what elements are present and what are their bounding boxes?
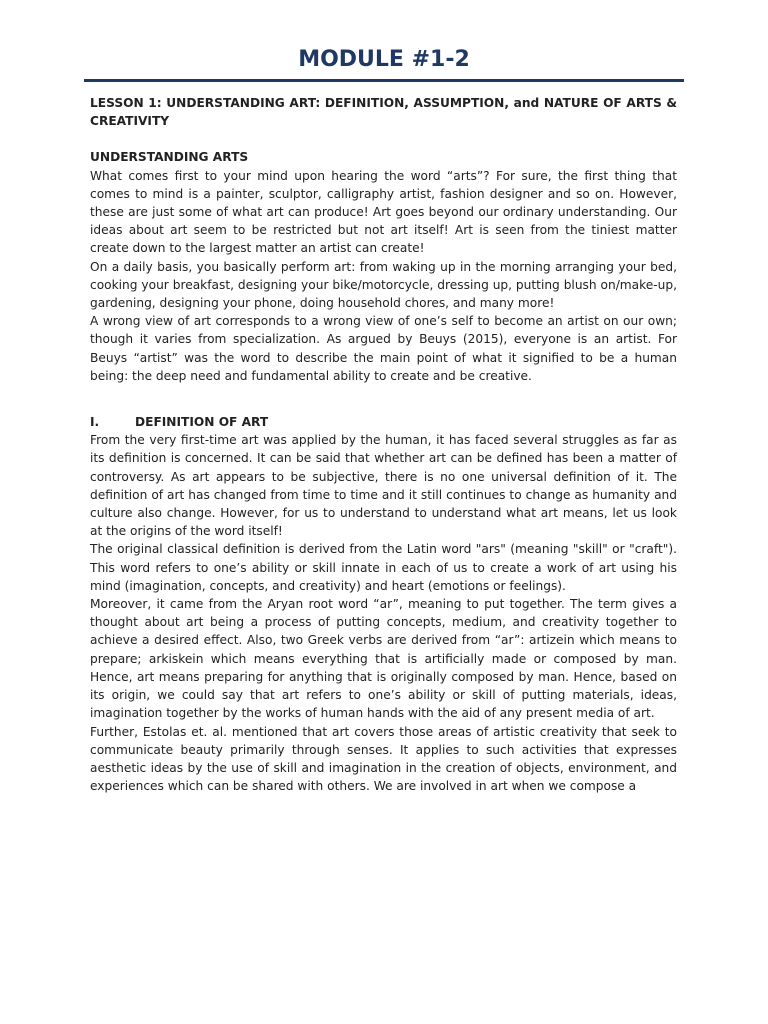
section-number: I. (90, 415, 100, 430)
paragraph: Further, Estolas et. al. mentioned that art covers those areas of artistic creativity that seek to communicate beauty primarily through senses. It applies to such activities that expresses aesthetic ideas by the use of skill and imagination in the creation of objects, environment, and experiences which can be shared with others. We are involved in art when we compose a (90, 724, 677, 794)
paragraph: The original classical definition is derived from the Latin word "ars" (meaning "skill" or "craft"). This word refers to one’s ability or skill innate in each of us to create a work of art using his mind (imagination, concepts, and creativity) and heart (emotions or feelings). (90, 542, 677, 593)
paragraph: From the very first-time art was applied by the human, it has faced several struggles as far as its definition is concerned. It can be said that whether art can be defined has been a matter of controversy. As art appears to be subjective, there is no one universal definition of it. The definition of art has changed from time to time and it still continues to change as humanity and culture also change. However, for us to understand to understand what art means, let us look at the origins of the word itself! (90, 433, 677, 539)
paragraph: What comes first to your mind upon hearing the word “arts”? For sure, the first thing that comes to mind is a painter, sculptor, calligraphy artist, fashion designer and so on. However, these are just some of what art can produce! Art goes beyond our ordinary understanding. Our ideas about art seem to be restricted but not art itself! Art is seen from the tiniest matter create down to the largest matter an artist can create! (90, 168, 677, 256)
paragraph: On a daily basis, you basically perform art: from waking up in the morning arranging your bed, cooking your breakfast, designing your bike/motorcycle, dressing up, putting blush on/make-up, gardening, designing your phone, doing household chores, and many more! (90, 259, 677, 311)
paragraph: Moreover, it came from the Aryan root word “ar”, meaning to put together. The term gives a thought about art being a process of putting concepts, medium, and creativity together to achieve a desired effect. Also, two Greek verbs are derived from “ar”: artizein which means to prepare; arkiskein which means everything that is artificially made or composed by man. Hence, art means preparing for anything that is originally composed by man. Hence, based on its origin, we could say that art refers to one’s ability or skill of putting materials, ideas, imagination together by the works of human hands with the aid of any present media of art. (90, 597, 677, 721)
lesson-heading: LESSON 1: UNDERSTANDING ART: DEFINITION, ASSUMPTION, and NATURE OF ARTS & CREATIVITY (90, 96, 677, 129)
title-rule (84, 79, 684, 82)
document-body (90, 94, 677, 795)
section-heading (90, 413, 677, 431)
paragraph: A wrong view of art corresponds to a wrong view of one’s self to become an artist on our own; though it varies from specialization. As argued by Beuys (2015), everyone is an artist. For Beuys “artist” was the word to describe the main point of what it signified to be a human being: the deep need and fundamental ability to create and be creative. (90, 314, 677, 383)
module-title: MODULE #1-2 (298, 47, 470, 72)
subheading: UNDERSTANDING ARTS (90, 150, 249, 165)
section-title: DEFINITION OF ART (135, 415, 269, 430)
